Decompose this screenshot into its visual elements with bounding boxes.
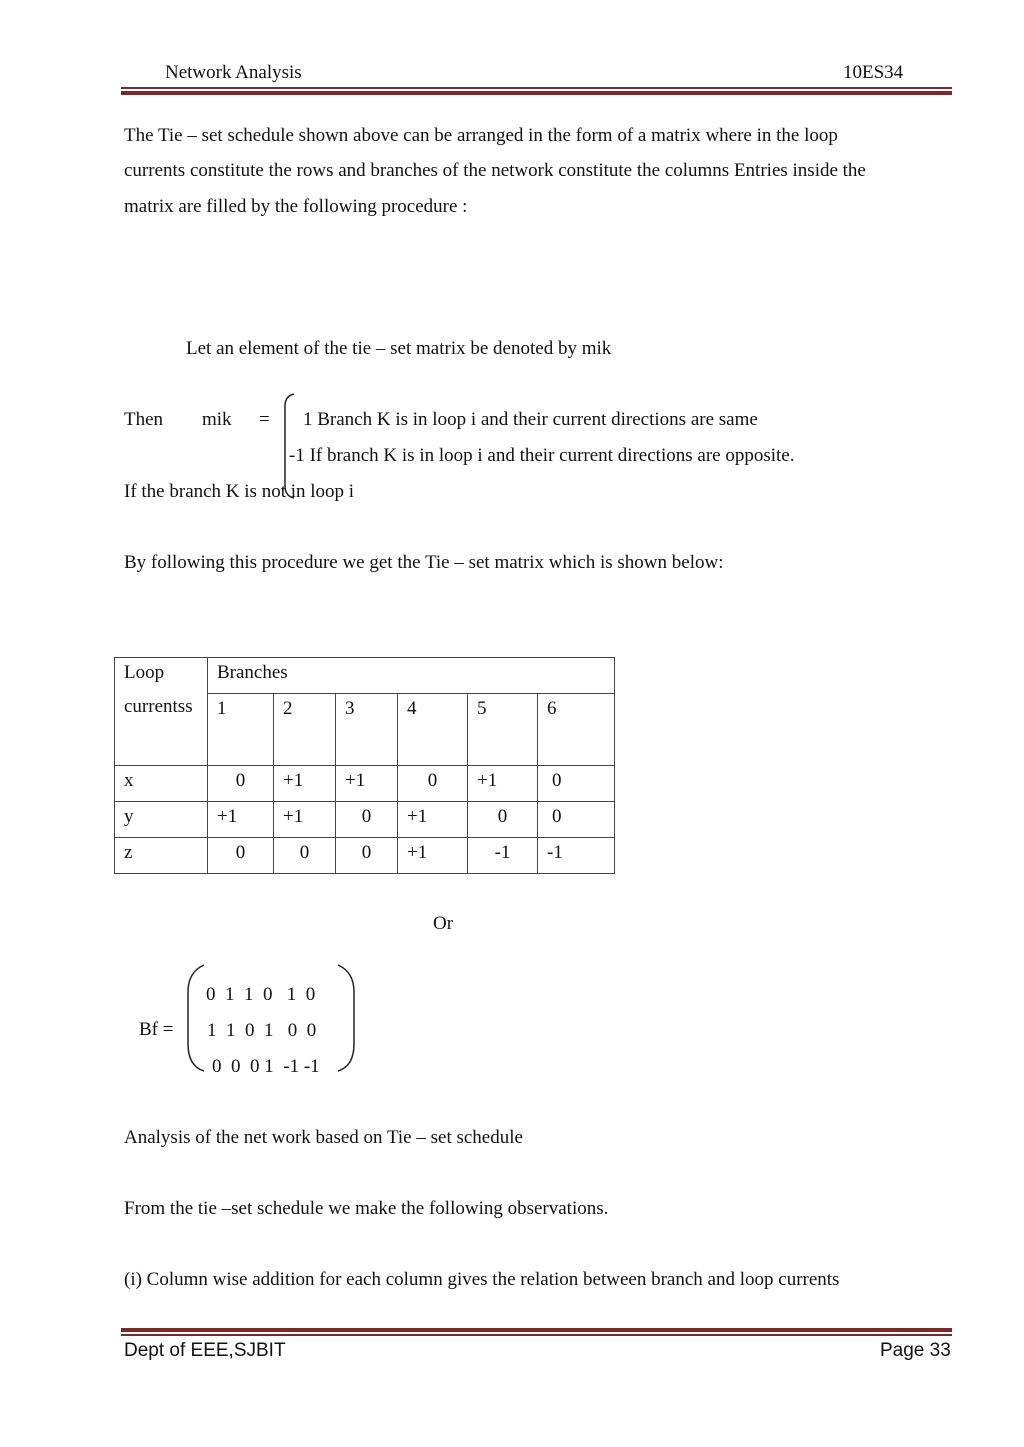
table-cell: 0 xyxy=(299,842,310,863)
branch-header xyxy=(538,694,615,766)
branch-number: 1 xyxy=(217,698,227,719)
matrix-left-bracket-icon xyxy=(184,962,208,1074)
footer-rule-thick xyxy=(121,1328,952,1332)
matrix-intro: By following this procedure we get the Tie – set matrix which is shown below: xyxy=(124,552,724,573)
table-cell: -1 xyxy=(547,842,563,863)
matrix-right-bracket-icon xyxy=(334,962,358,1074)
equals-sign: = xyxy=(259,409,270,430)
or-text: Or xyxy=(433,913,454,934)
table-row xyxy=(115,838,615,874)
table-cell: 0 xyxy=(361,842,372,863)
branches-header xyxy=(208,658,615,694)
branch-number: 5 xyxy=(477,698,487,719)
bf-label: Bf = xyxy=(139,1019,174,1040)
paragraph-line: currents constitute the rows and branches of the network constitute the columns Entries inside the xyxy=(124,160,866,181)
table-row xyxy=(115,802,615,838)
table-cell: 0 xyxy=(552,770,562,791)
branch-header xyxy=(398,694,468,766)
table-cell: +1 xyxy=(407,806,428,827)
header-loop: Loop xyxy=(124,662,165,683)
header-rule-thick xyxy=(121,91,952,95)
paragraph-line: matrix are filled by the following procedure : xyxy=(124,196,468,217)
element-definition: Let an element of the tie – set matrix be denoted by mik xyxy=(186,338,612,359)
branch-number: 6 xyxy=(547,698,557,719)
branch-number: 2 xyxy=(283,698,293,719)
table-cell: 0 xyxy=(497,806,508,827)
header-code: 10ES34 xyxy=(843,62,904,83)
table-cell: 0 xyxy=(235,770,246,791)
header-rule-thin xyxy=(121,87,952,89)
row-label: z xyxy=(124,842,133,863)
table-cell: 0 xyxy=(235,842,246,863)
branch-number: 3 xyxy=(345,698,355,719)
footer-department: Dept of EEE,SJBIT xyxy=(124,1340,286,1361)
case-same-direction: 1 Branch K is in loop i and their current directions are same xyxy=(303,409,758,430)
table-cell: -1 xyxy=(494,842,511,863)
branch-header xyxy=(274,694,336,766)
header-currents: currentss xyxy=(124,696,193,717)
mik-symbol: mik xyxy=(202,409,232,430)
footer-rule-thin xyxy=(121,1334,952,1336)
bf-row: 1 1 0 1 0 0 xyxy=(207,1020,317,1041)
table-cell: 0 xyxy=(427,770,438,791)
tie-set-table xyxy=(114,657,615,874)
bf-row: 0 0 0 1 -1 -1 xyxy=(212,1056,320,1077)
bf-row: 0 1 1 0 1 0 xyxy=(206,984,316,1005)
branch-header xyxy=(336,694,398,766)
page-number: Page 33 xyxy=(880,1340,951,1361)
table-cell: +1 xyxy=(283,770,304,791)
then-label: Then xyxy=(124,409,164,430)
observations-intro: From the tie –set schedule we make the following observations. xyxy=(124,1198,609,1219)
table-cell: +1 xyxy=(283,806,304,827)
table-cell: +1 xyxy=(345,770,366,791)
table-cell: +1 xyxy=(217,806,238,827)
branch-header xyxy=(208,694,274,766)
row-label: y xyxy=(124,806,134,827)
branch-number: 4 xyxy=(407,698,417,719)
table-cell: +1 xyxy=(407,842,428,863)
loop-currents-header xyxy=(115,658,208,766)
table-row xyxy=(115,766,615,802)
row-label: x xyxy=(124,770,134,791)
paragraph-line: The Tie – set schedule shown above can be arranged in the form of a matrix where in the loop xyxy=(124,125,838,146)
observation-1: (i) Column wise addition for each column gives the relation between branch and loop currents xyxy=(124,1269,840,1290)
header-title: Network Analysis xyxy=(165,62,302,83)
branches-label: Branches xyxy=(217,662,288,683)
case-opposite-direction: -1 If branch K is in loop i and their current directions are opposite. xyxy=(289,445,795,466)
analysis-heading: Analysis of the net work based on Tie – set schedule xyxy=(124,1127,523,1148)
branch-header xyxy=(468,694,538,766)
case-not-in-loop: If the branch K is not in loop i xyxy=(124,481,355,502)
table-cell: 0 xyxy=(552,806,562,827)
table-cell: +1 xyxy=(477,770,498,791)
table-cell: 0 xyxy=(361,806,372,827)
